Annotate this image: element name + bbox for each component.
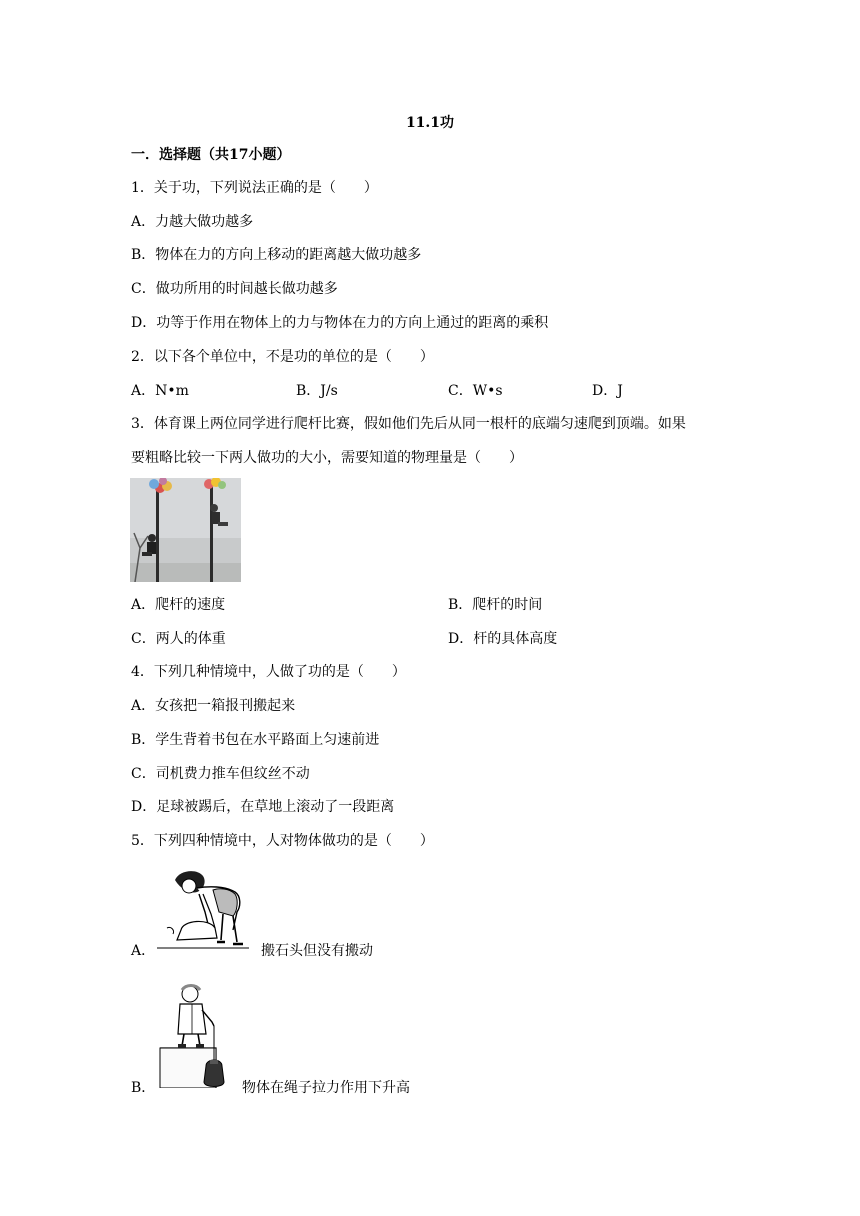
question-4-option-b: B．学生背着书包在水平路面上匀速前进 — [131, 732, 380, 748]
question-4-option-d: D．足球被踢后，在草地上滚动了一段距离 — [131, 799, 395, 815]
question-3-stem-line2: 要粗略比较一下两人做功的大小，需要知道的物理量是（ ） — [131, 450, 523, 466]
question-1-option-a: A．力越大做功越多 — [131, 214, 254, 230]
document-title: 11.1功 — [405, 115, 455, 131]
question-3-option-c: C．两人的体重 — [131, 631, 226, 647]
question-3-option-a: A．爬杆的速度 — [131, 597, 226, 613]
question-2-stem: 2．以下各个单位中，不是功的单位的是（ ） — [131, 349, 434, 365]
question-4-option-c: C．司机费力推车但纹丝不动 — [131, 766, 310, 782]
question-4-stem: 4．下列几种情境中，人做了功的是（ ） — [131, 664, 406, 680]
question-5-option-a-label: A． — [131, 943, 156, 959]
question-2-option-c: C．W•s — [448, 383, 503, 399]
question-5-option-b-text: 物体在绳子拉力作用下升高 — [242, 1080, 410, 1096]
question-1-option-c: C．做功所用的时间越长做功越多 — [131, 281, 338, 297]
question-5-option-a-text: 搬石头但没有搬动 — [261, 943, 373, 959]
question-3-option-b: B．爬杆的时间 — [448, 597, 543, 613]
question-5-stem: 5．下列四种情境中，人对物体做功的是（ ） — [131, 833, 434, 849]
pole-climbing-photo — [130, 478, 241, 582]
question-2-option-a: A．N•m — [131, 383, 189, 399]
question-5-option-b-label: B． — [131, 1080, 156, 1096]
question-3-stem-line1: 3．体育课上两位同学进行爬杆比赛，假如他们先后从同一根杆的底端匀速爬到顶端。如果 — [131, 416, 686, 432]
question-1-stem: 1．关于功，下列说法正确的是（ ） — [131, 180, 378, 196]
section-heading: 一．选择题（共17小题） — [131, 147, 291, 163]
question-4-option-a: A．女孩把一箱报刊搬起来 — [131, 698, 296, 714]
question-1-option-d: D．功等于作用在物体上的力与物体在力的方向上通过的距离的乘积 — [131, 315, 549, 331]
woman-lifting-rock-illustration — [153, 868, 250, 950]
man-pulling-rope-illustration — [158, 982, 236, 1088]
question-2-option-d: D．J — [592, 383, 623, 399]
question-2-option-b: B．J/s — [296, 383, 338, 399]
question-3-option-d: D．杆的具体高度 — [448, 631, 558, 647]
question-1-option-b: B．物体在力的方向上移动的距离越大做功越多 — [131, 247, 422, 263]
